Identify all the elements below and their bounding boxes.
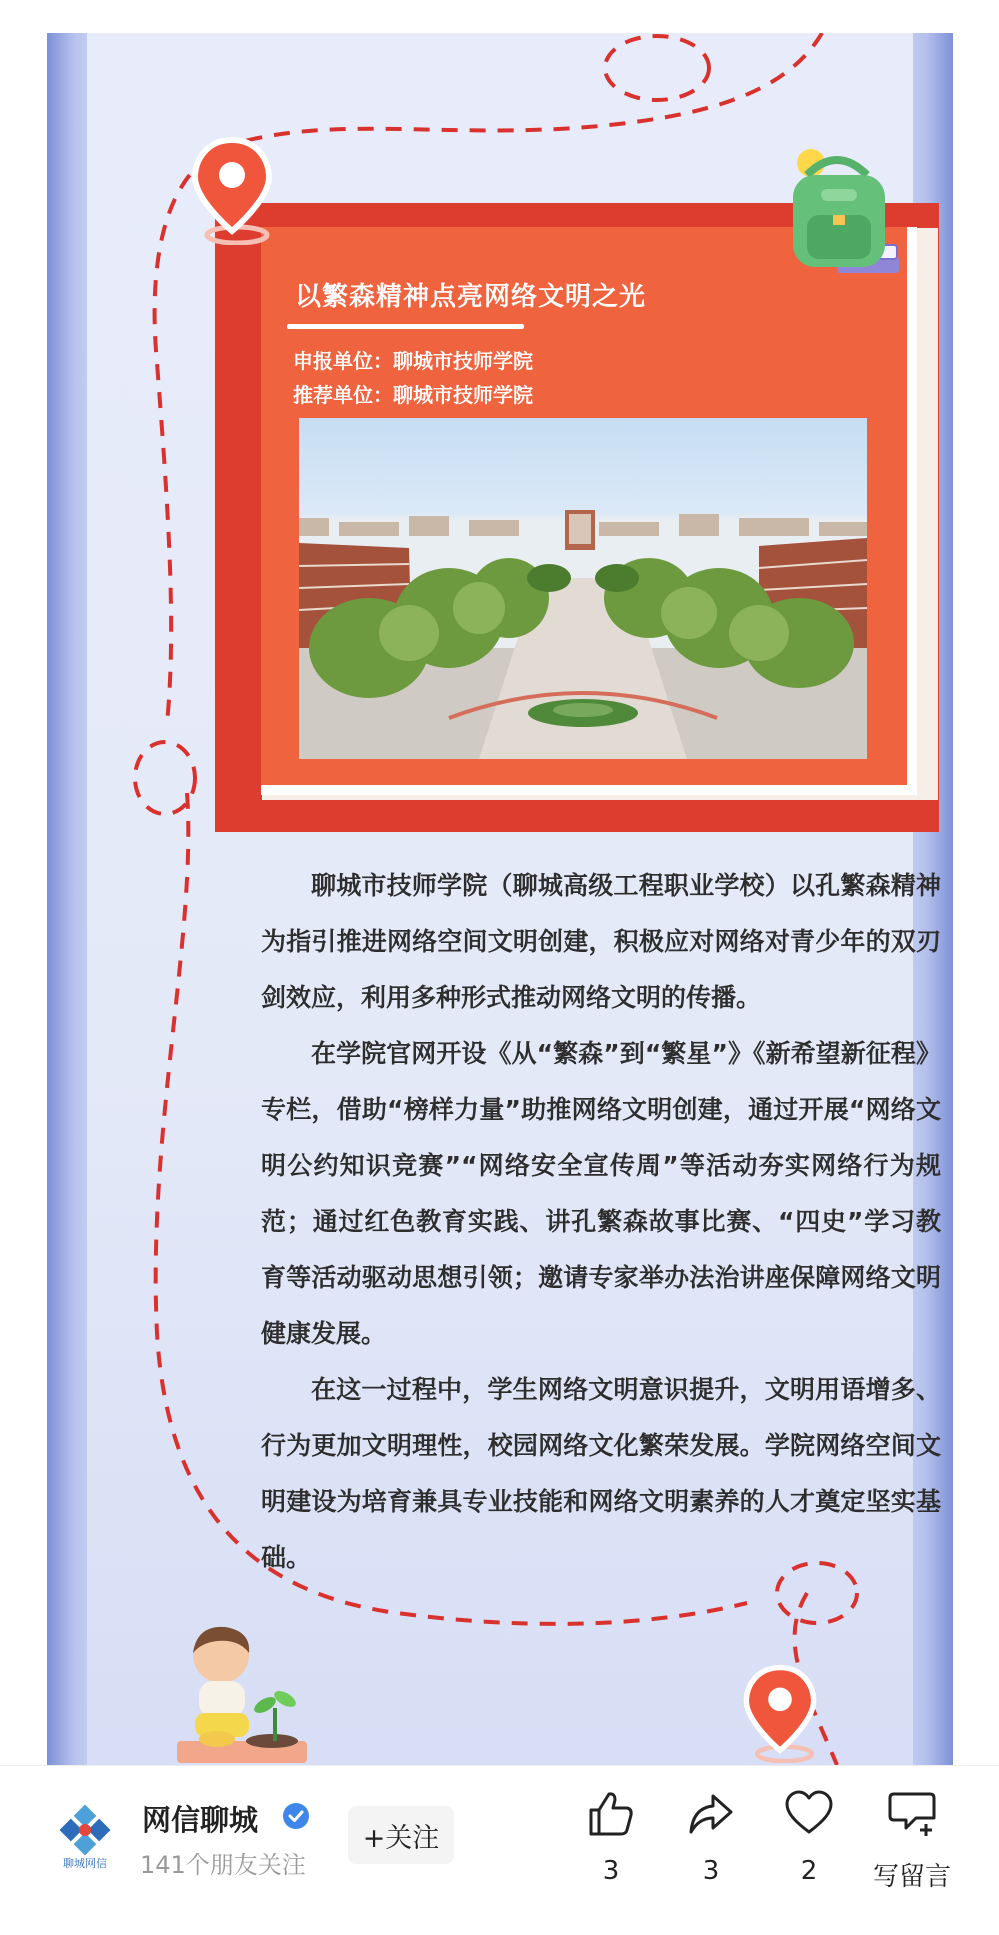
write-comment-label: 写留言 <box>872 1862 951 1892</box>
like-button[interactable] <box>566 1788 656 1918</box>
logo-text: 聊城网信 <box>63 1857 107 1870</box>
write-comment-button[interactable] <box>862 1788 962 1918</box>
share-arrow-icon <box>685 1788 737 1840</box>
verified-badge-icon <box>282 1802 310 1830</box>
share-count: 3 <box>702 1856 720 1886</box>
backpack-icon <box>767 145 907 285</box>
share-button[interactable] <box>666 1788 756 1918</box>
like-count: 3 <box>602 1856 620 1886</box>
thumbs-up-icon <box>585 1788 637 1840</box>
kid-planting-illustration <box>177 1623 307 1765</box>
location-pin-icon <box>730 1663 830 1763</box>
favorite-count: 2 <box>800 1856 818 1886</box>
poster-title: 以繁森精神点亮网络文明之光 <box>295 282 647 312</box>
paragraph-3: 在这一过程中，学生网络文明意识提升，文明用语增多、行为更加文明理性，校园网络文化繁荣发展。学院网络空间文明建设为培育兼具专业技能和网络文明素养的人才奠定坚实基础。 <box>261 1375 941 1572</box>
account-name[interactable]: 网信聊城 <box>142 1803 259 1837</box>
account-logo[interactable] <box>52 1804 118 1870</box>
location-pin-icon <box>187 135 277 245</box>
follow-button[interactable]: +关注 <box>348 1806 454 1864</box>
heart-icon <box>783 1788 835 1840</box>
recommender-label: 推荐单位：聊城市技师学院 <box>293 383 533 407</box>
article-action-bar <box>0 1765 999 1935</box>
comment-plus-icon <box>886 1788 938 1840</box>
paragraph-2: 在学院官网开设《从“繁森”到“繁星”》《新希望新征程》专栏，借助“榜样力量”助推网络文明创建，通过开展“网络文明公约知识竞赛”“网络安全宣传周”等活动夯实网络行为规范；通过红色教育实践、讲孔繁森故事比赛、“四史”学习教育等活动驱动思想引领；邀请专家举办法治讲座保障网络文明健康发展。 <box>261 1039 941 1348</box>
dashed-trail-decoration <box>47 33 953 1765</box>
poster-image <box>47 33 953 1765</box>
applicant-label: 申报单位：聊城市技师学院 <box>293 349 533 373</box>
followers-count: 141个朋友关注 <box>140 1851 306 1879</box>
favorite-button[interactable] <box>764 1788 854 1918</box>
paragraph-1: 聊城市技师学院（聊城高级工程职业学校）以孔繁森精神为指引推进网络空间文明创建，积极应对网络对青少年的双刃剑效应，利用多种形式推动网络文明的传播。 <box>261 871 941 1012</box>
